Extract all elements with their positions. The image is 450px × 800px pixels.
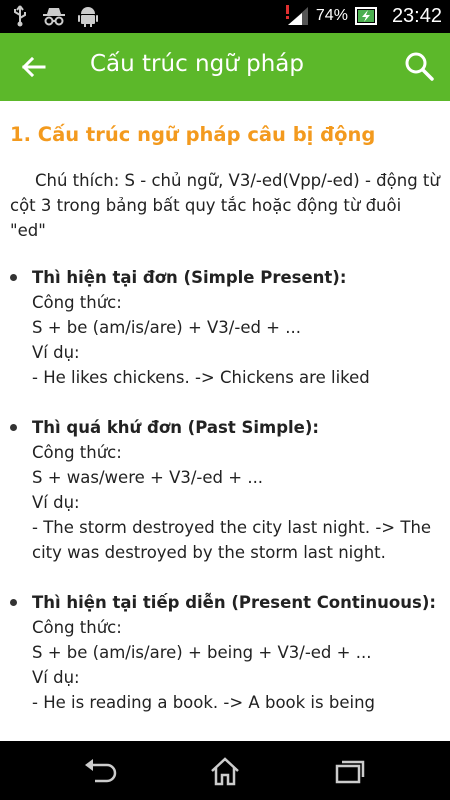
nav-back-button[interactable] — [80, 755, 120, 787]
formula-label: Công thức: — [32, 443, 122, 462]
arrow-back-icon — [18, 51, 50, 83]
nav-recent-apps-button[interactable] — [330, 755, 370, 787]
section-title: 1. Cấu trúc ngữ pháp câu bị động — [10, 123, 376, 146]
tense-item — [10, 415, 440, 565]
formula-label: Công thức: — [32, 618, 122, 637]
search-button[interactable] — [402, 49, 436, 83]
home-nav-icon — [209, 756, 241, 786]
example-label: Ví dụ: — [32, 493, 80, 512]
bullet-icon — [10, 424, 17, 431]
back-nav-icon — [83, 759, 117, 783]
app-bar — [0, 33, 450, 101]
formula-text: S + was/were + V3/-ed + ... — [32, 468, 264, 487]
nav-home-button[interactable] — [205, 755, 245, 787]
spy-icon — [42, 4, 66, 28]
example-label: Ví dụ: — [32, 343, 80, 362]
tense-item — [10, 265, 440, 390]
recent-apps-icon — [334, 758, 366, 784]
formula-text: S + be (am/is/are) + being + V3/-ed + ... — [32, 643, 372, 662]
example-label: Ví dụ: — [32, 668, 80, 687]
clock: 23:42 — [391, 4, 442, 27]
example-text: - He is reading a book. -> A book is being — [32, 693, 375, 712]
android-icon — [76, 4, 100, 28]
tense-heading: Thì hiện tại tiếp diễn (Present Continuous): — [32, 593, 436, 612]
usb-icon — [8, 4, 32, 28]
content-area[interactable] — [0, 101, 450, 741]
search-icon — [402, 49, 436, 83]
example-text: - He likes chickens. -> Chickens are liked — [32, 368, 370, 387]
tense-item — [10, 590, 440, 715]
battery-charging-icon — [354, 4, 378, 28]
formula-text: S + be (am/is/are) + V3/-ed + ... — [32, 318, 301, 337]
page-title: Cấu trúc ngữ pháp — [90, 51, 304, 77]
formula-label: Công thức: — [32, 293, 122, 312]
note-text: Chú thích: S - chủ ngữ, V3/-ed(Vpp/-ed) - động từ cột 3 trong bảng bất quy tắc hoặc động từ đuôi "ed" — [10, 171, 440, 240]
navigation-bar — [0, 741, 450, 800]
status-bar — [0, 0, 450, 33]
example-text: - The storm destroyed the city last night. -> The city was destroyed by the storm last night. — [32, 518, 432, 562]
bullet-icon — [10, 274, 17, 281]
back-button[interactable] — [18, 51, 50, 83]
tense-heading: Thì hiện tại đơn (Simple Present): — [32, 268, 347, 287]
bullet-icon — [10, 599, 17, 606]
tense-heading: Thì quá khứ đơn (Past Simple): — [32, 418, 319, 437]
signal-icon — [286, 4, 310, 28]
battery-percent: 74% — [315, 7, 348, 24]
